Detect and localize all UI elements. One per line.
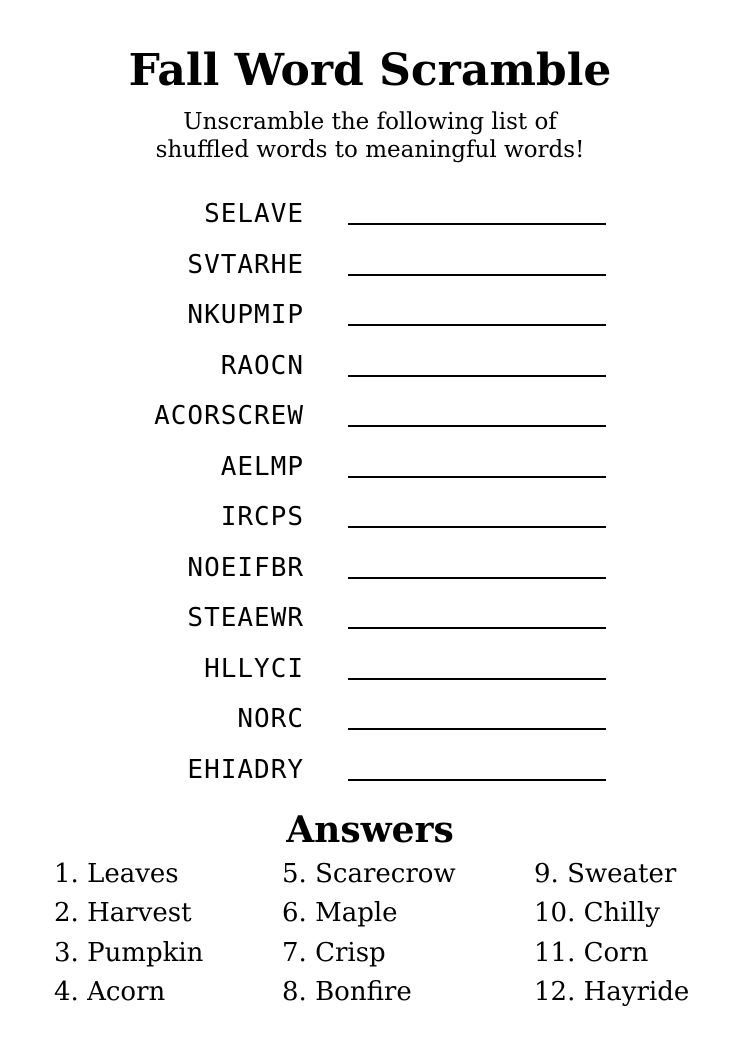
- scrambled-word: SELAVE: [204, 199, 304, 229]
- scramble-row: [0, 495, 740, 546]
- answer-item: 12. Hayride: [534, 976, 690, 1007]
- answer-item: 2. Harvest: [54, 898, 192, 929]
- answer-blank: [348, 678, 606, 680]
- answer-item: 7. Crisp: [282, 937, 386, 968]
- scramble-row: [0, 243, 740, 294]
- answer-blank: [348, 425, 606, 427]
- scramble-row: [0, 394, 740, 445]
- scrambled-word: NKUPMIP: [187, 300, 304, 330]
- answer-item: 5. Scarecrow: [282, 859, 456, 889]
- scramble-row: [0, 647, 740, 698]
- scrambled-word: RAOCN: [220, 350, 304, 381]
- answer-item: 4. Acorn: [54, 976, 166, 1007]
- answer-item: 8. Bonfire: [282, 976, 412, 1007]
- answer-blank: [348, 223, 606, 225]
- answer-blank: [348, 324, 606, 326]
- answer-blank: [348, 274, 606, 276]
- scrambled-word: EHIADRY: [187, 754, 304, 785]
- scramble-row: [0, 344, 740, 395]
- answer-blank: [348, 779, 606, 781]
- answer-column-1: [54, 855, 203, 1012]
- answer-blank: [348, 375, 606, 377]
- answer-blank: [348, 577, 606, 579]
- answer-item: 3. Pumpkin: [54, 937, 204, 968]
- scramble-row: [0, 192, 740, 243]
- scramble-list: [0, 192, 740, 798]
- scrambled-word: IRCPS: [220, 502, 304, 532]
- scrambled-word: STEAEWR: [187, 603, 304, 633]
- instructions-line-1: Unscramble the following list of: [183, 109, 557, 135]
- answer-column-3: [534, 855, 689, 1012]
- answer-item: 1. Leaves: [54, 859, 179, 889]
- scrambled-word: AELMP: [220, 451, 304, 482]
- instructions: [0, 108, 740, 164]
- answer-blank: [348, 526, 606, 528]
- scrambled-word: HLLYCI: [204, 653, 304, 684]
- scramble-row: [0, 293, 740, 344]
- answer-blank: [348, 627, 606, 629]
- scramble-row: [0, 697, 740, 748]
- answer-blank: [348, 476, 606, 478]
- scramble-row: [0, 748, 740, 799]
- answers-heading: Answers: [286, 809, 454, 851]
- answer-item: 10. Chilly: [534, 898, 660, 929]
- instructions-line-2: shuffled words to meaningful words!: [155, 137, 585, 163]
- scrambled-word: NORC: [237, 704, 304, 734]
- page-title: Fall Word Scramble: [128, 45, 612, 96]
- scramble-row: [0, 546, 740, 597]
- answer-item: 6. Maple: [282, 898, 398, 929]
- scramble-row: [0, 445, 740, 496]
- scrambled-word: NOEIFBR: [187, 552, 304, 583]
- answer-key: [0, 855, 740, 1035]
- answer-column-2: [282, 855, 456, 1012]
- answer-blank: [348, 728, 606, 730]
- answer-item: 11. Corn: [534, 937, 649, 968]
- scramble-row: [0, 596, 740, 647]
- scrambled-word: ACORSCREW: [154, 401, 304, 431]
- answer-item: 9. Sweater: [534, 859, 677, 889]
- scrambled-word: SVTARHE: [187, 249, 304, 280]
